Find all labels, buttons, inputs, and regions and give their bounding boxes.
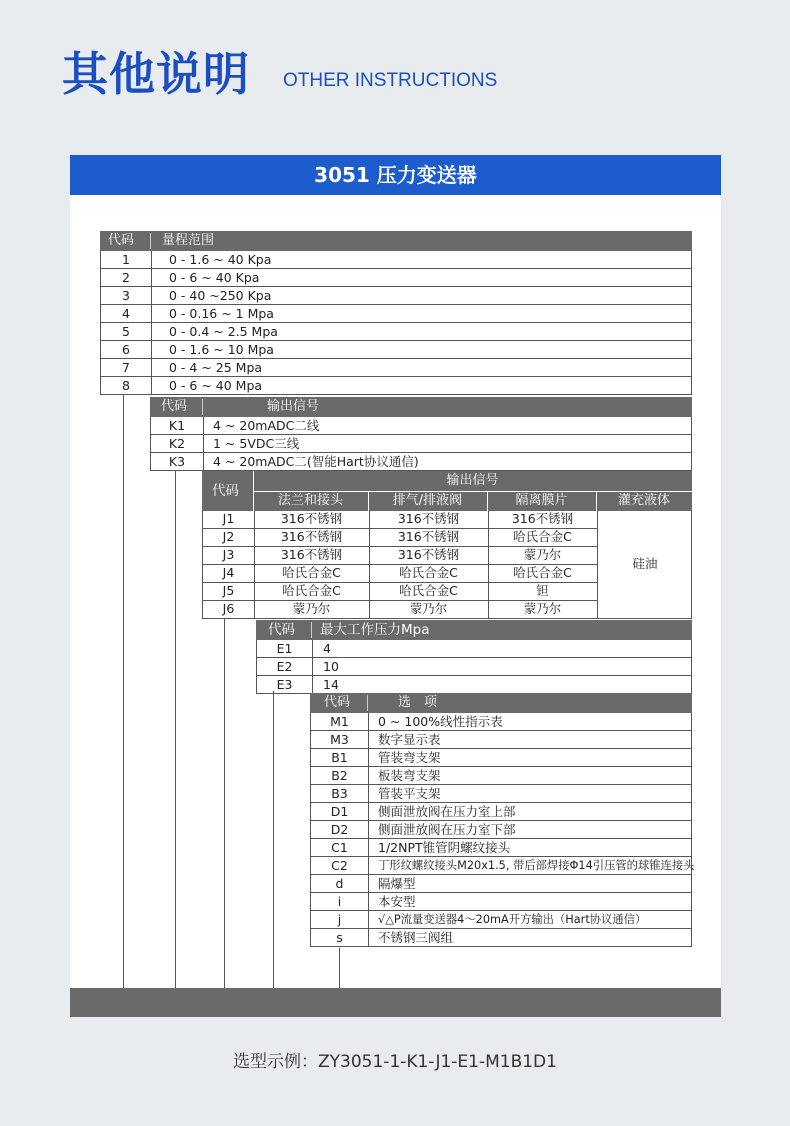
range-row [100, 359, 692, 377]
output-value: 4 ~ 20mADC二(智能Hart协议通信) [213, 454, 419, 469]
cell-divider [368, 929, 369, 946]
cell-divider [312, 640, 313, 657]
range-value: 0 - 1.6 ~ 40 Kpa [169, 252, 272, 267]
options-code: B3 [331, 786, 348, 801]
cell-divider [151, 305, 152, 322]
output-value: 1 ~ 5VDC三线 [213, 436, 300, 451]
output-code: K2 [168, 436, 186, 451]
output-table-header [150, 397, 692, 417]
material-table-header [202, 471, 692, 511]
options-row [310, 749, 692, 767]
options-code: B1 [331, 750, 348, 765]
cell-divider [151, 251, 152, 268]
material-diaphragm: 哈氏合金C [513, 565, 572, 580]
material-flange: 蒙乃尔 [292, 601, 331, 616]
range-row [100, 305, 692, 323]
material-diaphragm: 316不锈钢 [511, 511, 574, 526]
material-flange: 哈氏合金C [282, 565, 341, 580]
material-code-header: 代码 [212, 483, 239, 499]
options-value: 侧面泄放阀在压力室上部 [378, 804, 516, 819]
options-row [310, 785, 692, 803]
options-value: 侧面泄放阀在压力室下部 [378, 822, 516, 837]
options-row [310, 803, 692, 821]
material-col-flange: 法兰和接头 [277, 493, 343, 508]
range-code: 8 [122, 378, 130, 393]
material-fill-value: 硅油 [632, 556, 658, 571]
range-value: 0 - 1.6 ~ 10 Mpa [169, 342, 274, 357]
material-diaphragm: 蒙乃尔 [523, 601, 562, 616]
options-code: B2 [331, 768, 348, 783]
cell-divider [368, 821, 369, 838]
cell-divider [368, 911, 369, 928]
range-table-header [100, 231, 692, 251]
pressure-row [256, 676, 692, 694]
cell-divider [368, 731, 369, 748]
options-row [310, 893, 692, 911]
material-code: J1 [222, 511, 235, 526]
material-code: J5 [222, 583, 235, 598]
options-row [310, 821, 692, 839]
cell-divider [151, 287, 152, 304]
range-code: 4 [122, 306, 130, 321]
options-row [310, 911, 692, 929]
cell-divider [368, 767, 369, 784]
options-value: 0 ~ 100%线性指示表 [378, 714, 503, 729]
options-value: 隔爆型 [378, 876, 416, 891]
cell-divider [312, 658, 313, 675]
pressure-row [256, 640, 692, 658]
output-value: 4 ~ 20mADC二线 [213, 418, 320, 433]
range-value: 0 - 0.16 ~ 1 Mpa [169, 306, 274, 321]
range-value-header: 量程范围 [162, 233, 215, 248]
connector-line [175, 471, 176, 988]
options-row [310, 713, 692, 731]
connector-line [273, 691, 274, 988]
connector-line [339, 948, 340, 988]
cell-divider [151, 341, 152, 358]
cell-divider [151, 359, 152, 376]
options-code: j [337, 912, 342, 927]
material-col-fill: 灌充液体 [617, 493, 670, 508]
options-code: d [335, 876, 344, 891]
pressure-table-header [256, 620, 692, 640]
material-vent: 哈氏合金C [399, 565, 458, 580]
material-diaphragm: 蒙乃尔 [523, 547, 562, 562]
cell-divider [368, 785, 369, 802]
material-group-header: 输出信号 [446, 473, 499, 488]
output-code-header: 代码 [161, 399, 188, 414]
material-diaphragm: 钽 [536, 583, 549, 598]
pressure-value-header: 最大工作压力Mpa [320, 622, 430, 638]
material-grid [202, 511, 692, 619]
range-code: 7 [122, 360, 130, 375]
output-value-header: 输出信号 [267, 399, 320, 414]
pressure-code-header: 代码 [268, 622, 295, 638]
pressure-value: 14 [323, 677, 339, 692]
range-row [100, 251, 692, 269]
pressure-value: 10 [323, 659, 339, 674]
material-col-vent: 排气/排液阀 [392, 493, 463, 508]
material-vent: 316不锈钢 [397, 529, 460, 544]
cell-divider [368, 839, 369, 856]
cell-divider [203, 453, 204, 470]
options-code: i [337, 894, 342, 909]
page-subtitle: OTHER INSTRUCTIONS [283, 70, 498, 91]
range-value: 0 - 40 ~250 Kpa [169, 288, 272, 303]
cell-divider [203, 417, 204, 434]
range-code: 1 [122, 252, 130, 267]
options-value: 丁形纹螺纹接头M20x1.5, 带后部焊接Φ14引压管的球锥连接头 [378, 859, 695, 872]
cell-divider [203, 435, 204, 452]
panel-footer-bar [70, 988, 721, 1017]
cell-divider [312, 676, 313, 693]
options-code: M3 [330, 732, 349, 747]
output-code: K1 [168, 418, 186, 433]
material-code: J3 [222, 547, 235, 562]
output-row [150, 417, 692, 435]
range-code: 3 [122, 288, 130, 303]
options-row [310, 767, 692, 785]
material-flange: 316不锈钢 [280, 547, 343, 562]
cell-divider [368, 857, 369, 874]
cell-divider [368, 875, 369, 892]
cell-divider [368, 803, 369, 820]
cell-divider [151, 269, 152, 286]
options-row [310, 857, 695, 875]
range-code: 6 [122, 342, 130, 357]
material-flange: 哈氏合金C [282, 583, 341, 598]
options-value-header: 选 项 [398, 695, 438, 710]
range-row [100, 287, 692, 305]
cell-divider [151, 323, 152, 340]
range-code: 2 [122, 270, 130, 285]
options-value: 数字显示表 [378, 732, 441, 747]
range-row [100, 341, 692, 359]
range-value: 0 - 0.4 ~ 2.5 Mpa [169, 324, 278, 339]
options-value: 管装平支架 [378, 786, 441, 801]
material-vent: 316不锈钢 [397, 511, 460, 526]
material-code: J2 [222, 529, 235, 544]
pressure-code: E1 [276, 641, 293, 656]
options-code: D2 [330, 822, 349, 837]
range-value: 0 - 6 ~ 40 Mpa [169, 378, 263, 393]
connector-line [123, 395, 124, 988]
options-code-header: 代码 [324, 695, 351, 710]
options-row [310, 731, 692, 749]
panel-title: 3051 压力变送器 [70, 155, 721, 195]
output-code: K3 [168, 454, 186, 469]
material-vent: 哈氏合金C [399, 583, 458, 598]
range-value: 0 - 6 ~ 40 Kpa [169, 270, 260, 285]
material-code: J6 [222, 601, 235, 616]
options-code: D1 [330, 804, 349, 819]
options-code: M1 [330, 714, 349, 729]
options-code: C2 [331, 858, 348, 873]
options-value: 1/2NPT锥管阴螺纹接头 [378, 840, 511, 855]
cell-divider [368, 713, 369, 730]
range-row [100, 269, 692, 287]
material-col-diaphragm: 隔离膜片 [515, 493, 568, 508]
range-row [100, 323, 692, 341]
material-vent: 蒙乃尔 [409, 601, 448, 616]
pressure-row [256, 658, 692, 676]
options-value: 管装弯支架 [378, 750, 441, 765]
output-row [150, 435, 692, 453]
material-diaphragm: 哈氏合金C [513, 529, 572, 544]
pressure-code: E2 [276, 659, 293, 674]
material-flange: 316不锈钢 [280, 511, 343, 526]
options-value: √△P流量变送器4～20mA开方输出（Hart协议通信） [378, 913, 647, 926]
options-table-header [310, 693, 692, 713]
options-value: 不锈钢三阀组 [378, 930, 454, 945]
connector-line [224, 618, 225, 988]
options-row [310, 929, 692, 947]
options-value: 板装弯支架 [378, 768, 441, 783]
cell-divider [368, 749, 369, 766]
options-row [310, 839, 692, 857]
material-vent: 316不锈钢 [397, 547, 460, 562]
cell-divider [151, 377, 152, 394]
range-row [100, 377, 692, 395]
options-code: s [336, 930, 343, 945]
pressure-code: E3 [276, 677, 293, 692]
output-row [150, 453, 692, 471]
material-flange: 316不锈钢 [280, 529, 343, 544]
material-code: J4 [222, 565, 235, 580]
range-code-header: 代码 [108, 233, 135, 248]
options-value: 本安型 [378, 894, 416, 909]
options-row [310, 875, 692, 893]
options-code: C1 [331, 840, 348, 855]
page-title: 其他说明 [62, 47, 250, 101]
range-value: 0 - 4 ~ 25 Mpa [169, 360, 263, 375]
selection-example: 选型示例：ZY3051-1-K1-J1-E1-M1B1D1 [233, 1052, 557, 1072]
pressure-value: 4 [323, 641, 331, 656]
cell-divider [368, 893, 369, 910]
range-code: 5 [122, 324, 130, 339]
